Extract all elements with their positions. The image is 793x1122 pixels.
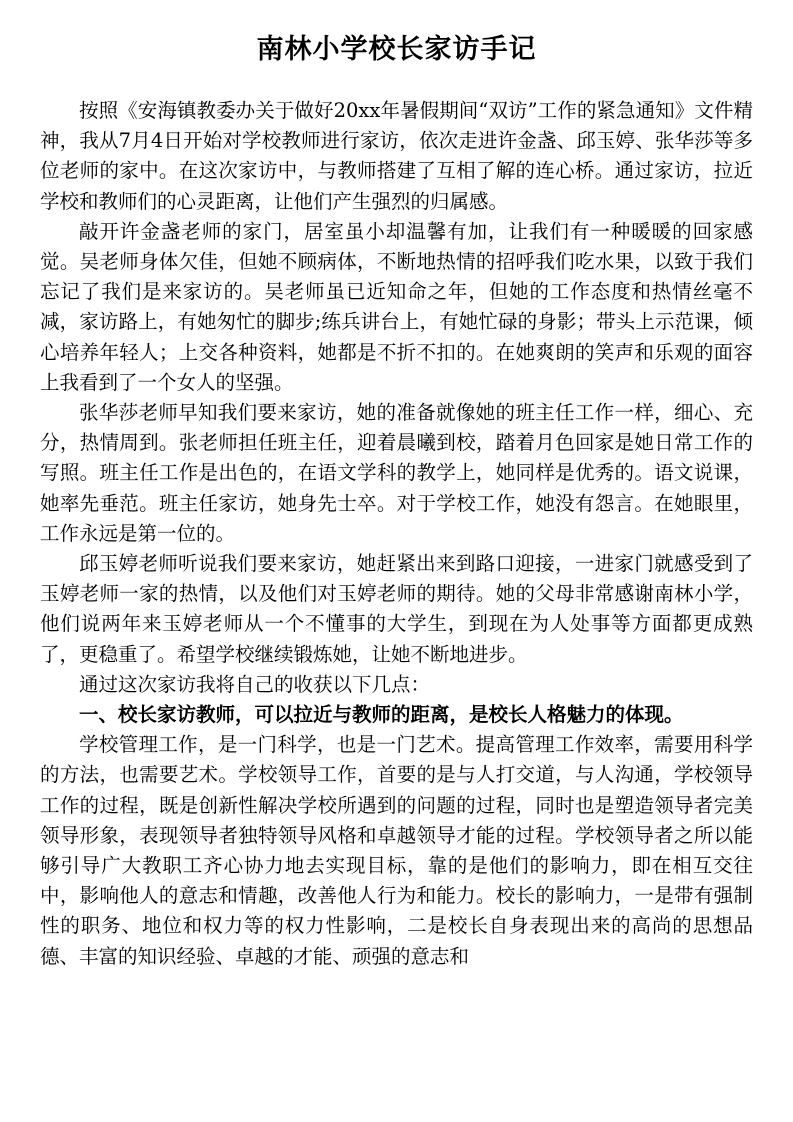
- document-page: [40, 30, 753, 972]
- paragraph-qiu-yuting: 邱玉婷老师听说我们要来家访，她赶紧出来到路口迎接，一进家门就感受到了玉婷老师一家的热情，以及他们对玉婷老师的期待。她的父母非常感谢南林小学，他们说两年来玉婷老师从一个不懂事的大学生，到现在为人处事等方面都更成熟了，更稳重了。希望学校继续锻炼她，让她不断地进步。: [40, 552, 753, 666]
- paragraph-management: 学校管理工作，是一门科学，也是一门艺术。提高管理工作效率，需要用科学的方法，也需要艺术。学校领导工作，首要的是与人打交道，与人沟通，学校领导工作的过程，既是创新性解决学校所遇到的问题的过程，同时也是塑造领导者完美领导形象，表现领导者独特领导风格和卓越领导才能的过程。学校领导者之所以能够引导广大教职工齐心协力地去实现目标，靠的是他们的影响力，即在相互交往中，影响他人的意志和情趣，改善他人行为和能力。校长的影响力，一是带有强制性的职务、地位和权力等的权力性影响，二是校长自身表现出来的高尚的思想品德、丰富的知识经验、卓越的才能、顽强的意志和: [40, 733, 753, 968]
- paragraph-intro: 按照《安海镇教委办关于做好20xx年暑假期间“双访”工作的紧急通知》文件精神，我从7月4日开始对学校教师进行家访，依次走进许金盏、邱玉婷、张华莎等多位老师的家中。在这次家访中，与教师搭建了互相了解的连心桥。通过家访，拉近学校和教师们的心灵距离，让他们产生强烈的归属感。: [40, 99, 753, 213]
- paragraph-summary-intro: 通过这次家访我将自己的收获以下几点：: [79, 672, 431, 696]
- page-title: 南林小学校长家访手记: [256, 34, 537, 65]
- paragraph-xu-jinzhan: 敲开许金盏老师的家门，居室虽小却温馨有加，让我们有一种暖暖的回家感觉。吴老师身体欠佳，但她不顾病体，不断地热情的招呼我们吃水果，以致于我们忘记了我们是来家访的。吴老师虽已近知命之年，但她的工作态度和热情丝毫不减，家访路上，有她匆忙的脚步;练兵讲台上，有她忙碌的身影；带头上示范课，倾心培养年轻人；上交各种资料，她都是不折不扣的。在她爽朗的笑声和乐观的面容上我看到了一个女人的坚强。: [40, 219, 753, 394]
- section-heading-1: 一、校长家访教师，可以拉近与教师的距离，是校长人格魅力的体现。: [79, 703, 684, 727]
- paragraph-zhang-huasha: 张华莎老师早知我们要来家访，她的准备就像她的班主任工作一样，细心、充分，热情周到。张老师担任班主任，迎着晨曦到校，踏着月色回家是她日常工作的写照。班主任工作是出色的，在语文学科的教学上，她同样是优秀的。语文说课，她率先垂范。班主任家访，她身先士卒。对于学校工作，她没有怨言。在她眼里，工作永远是第一位的。: [40, 401, 753, 545]
